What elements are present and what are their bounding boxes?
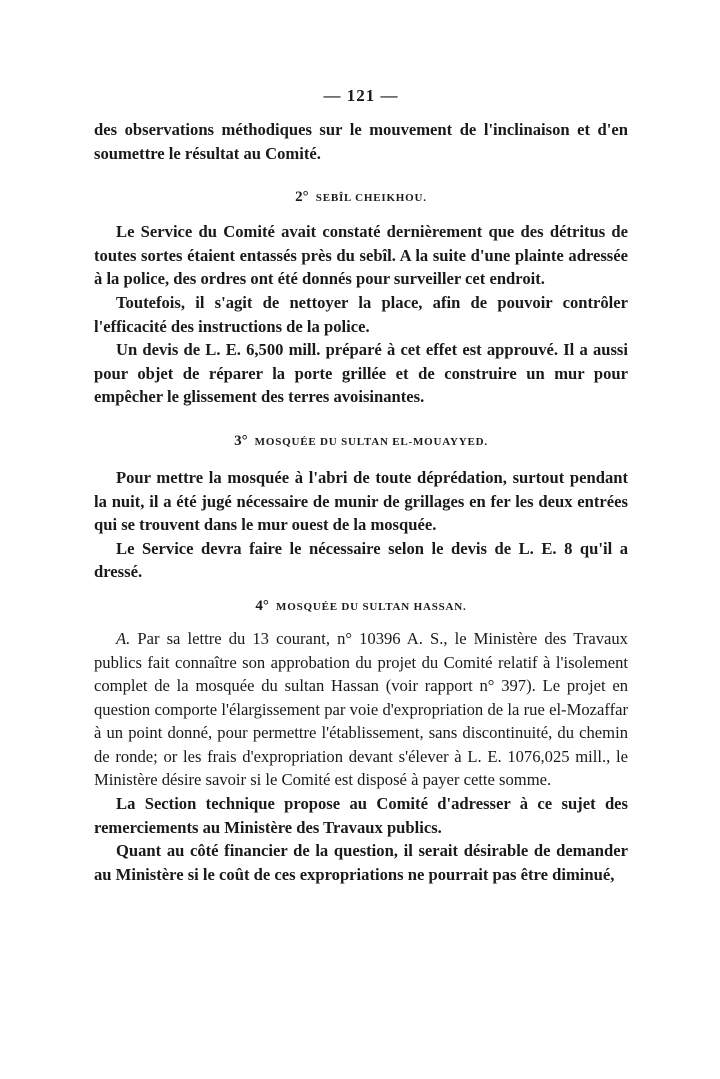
section-2-paragraph-2: Toutefois, il s'agit de nettoyer la place, afin de pouvoir contrôler l'efficacité des instructions de la police. (94, 292, 628, 336)
section-4-title: MOSQUÉE DU SULTAN HASSAN. (276, 600, 467, 613)
section-3-number: 3° (234, 432, 248, 449)
section-3-title: MOSQUÉE DU SULTAN EL-MOUAYYED. (254, 435, 488, 448)
page-number: — 121 — (323, 86, 399, 105)
section-4-paragraph-1 (94, 627, 628, 792)
section-4-paragraph-3: Quant au côté financier de la question, il serait désirable de demander au Ministère si le coût de ces expropriations ne pourrait pas être diminué, (94, 841, 628, 884)
section-4-item-label: A. (116, 628, 131, 648)
section-4-number: 4° (255, 597, 269, 614)
section-2-paragraph-1: Le Service du Comité avait constaté dernièrement que des détritus de toutes sortes étaient entassés près du sebîl. A la suite d'une plainte adressée à la police, des ordres ont été donnés pour surveiller cet endroit. (94, 222, 628, 289)
section-4-paragraph-2: La Section technique propose au Comité d'adresser à ce sujet des remerciements au Ministère des Travaux publics. (94, 794, 628, 837)
section-2-number: 2° (295, 189, 309, 206)
section-3-paragraph-1: Pour mettre la mosquée à l'abri de toute déprédation, surtout pendant la nuit, il a été jugé nécessaire de munir de grillages en fer les deux entrées qui se trouvent dans le mur ouest de la mosquée. (94, 467, 628, 535)
section-4-heading (94, 598, 628, 615)
section-2-title: SEBÎL CHEIKHOU. (315, 192, 427, 205)
section-2-paragraph-3: Un devis de L. E. 6,500 mill. préparé à cet effet est approuvé. Il a aussi pour objet de réparer la porte grillée et de construire un mur pour empêcher le glissement des terres avoisinantes. (94, 340, 628, 407)
intro-paragraph: des observations méthodiques sur le mouvement de l'inclinaison et d'en soumettre le résultat au Comité. (94, 120, 628, 163)
section-3-heading (94, 433, 628, 450)
section-4-paragraph-1-text: Par sa lettre du 13 courant, n° 10396 A. S., le Ministère des Travaux publics fait connaître son approbation du projet du Comité relatif à l'isolement complet de la mosquée du sultan Hassan (voir rapport n° 397). Le projet en question comporte l'élargissement par voie d'expropriation de la rue el-Mozaffar à un point donné, pour permettre l'établissement, sans discontinuité, du chemin de ronde; or les frais d'expropriation devant s'élever à L. E. 1076,025 mill., le Ministère désire savoir si le Comité est disposé à payer cette somme. (94, 628, 628, 790)
section-3-paragraph-2: Le Service devra faire le nécessaire selon le devis de L. E. 8 qu'il a dressé. (94, 538, 628, 582)
document-page (94, 86, 628, 886)
section-2-heading (94, 189, 628, 206)
